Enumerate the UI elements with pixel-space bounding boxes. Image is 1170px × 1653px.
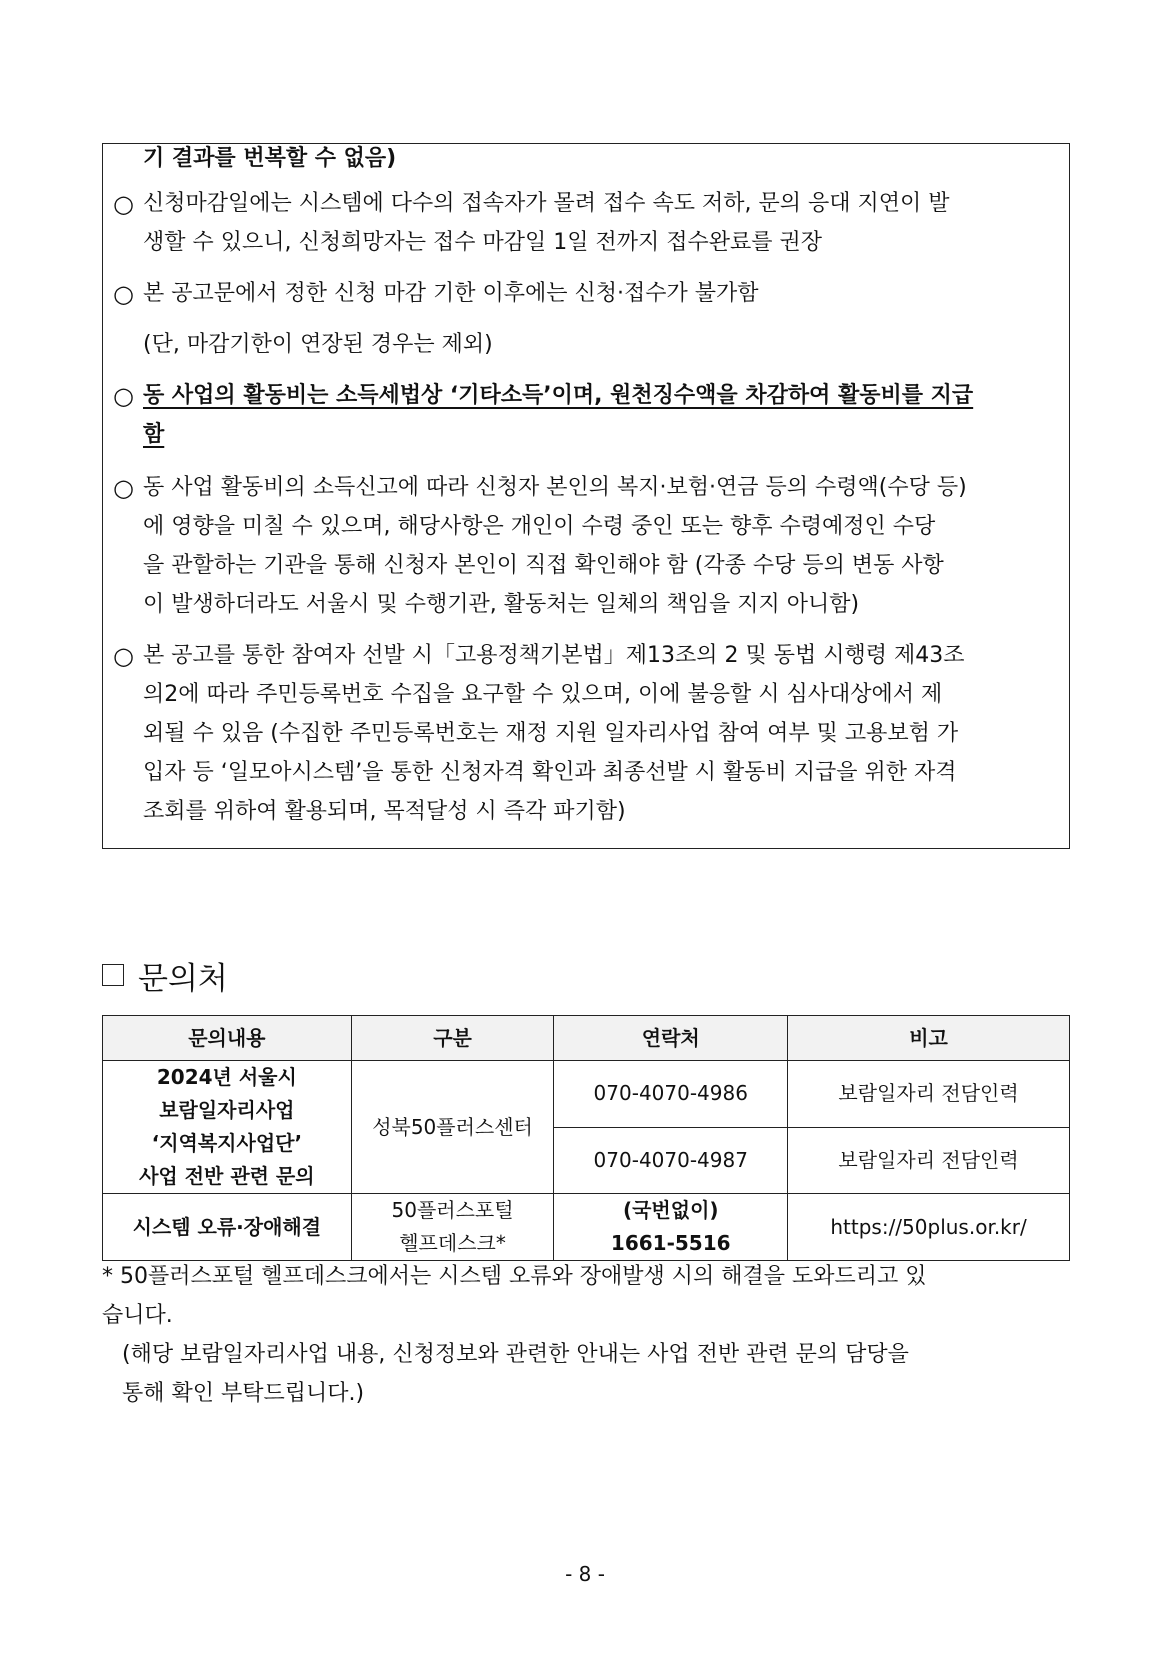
notice-line: 의2에 따라 주민등록번호 수집을 요구할 수 있으며, 이에 불응할 시 심사대상에서 제 (143, 682, 943, 707)
note-cell-url: https://50plus.or.kr/ (788, 1194, 1070, 1261)
cell-line: 2024년 서울시 (156, 1065, 297, 1089)
footnote-line: 습니다. (102, 1303, 173, 1328)
table-row (103, 1194, 1070, 1261)
header-cell: 구분 (351, 1016, 554, 1061)
contact-cell: 070-4070-4987 (554, 1127, 788, 1194)
notice-line: 외될 수 있음 (수집한 주민등록번호는 재정 지원 일자리사업 참여 여부 및 고용보험 가 (143, 721, 959, 746)
bullet-circle-icon: ○ (113, 382, 134, 410)
notice-line: 에 영향을 미칠 수 있으며, 해당사항은 개인이 수령 중인 또는 향후 수령예정인 수당 (143, 514, 936, 539)
notice-line: 입자 등 ‘일모아시스템’을 통한 신청자격 확인과 최종선발 시 활동비 지급을 위한 자격 (143, 760, 957, 785)
contact-cell (554, 1194, 788, 1261)
division-cell: 성북50플러스센터 (351, 1061, 554, 1194)
page-number: - 8 - (565, 1562, 605, 1586)
notice-line: 본 공고를 통한 참여자 선발 시「고용정책기본법」제13조의 2 및 동법 시행령 제43조 (143, 643, 965, 668)
division-cell (351, 1194, 554, 1261)
notice-line: 조회를 위하여 활용되며, 목적달성 시 즉각 파기함) (143, 799, 626, 824)
notice-line: (단, 마감기한이 연장된 경우는 제외) (143, 332, 493, 357)
table-row (103, 1061, 1070, 1128)
cell-line: 50플러스포털 (391, 1198, 514, 1222)
bullet-circle-icon: ○ (113, 190, 134, 218)
section-heading (102, 955, 228, 995)
bullet-circle-icon: ○ (113, 474, 134, 502)
notice-line: 동 사업 활동비의 소득신고에 따라 신청자 본인의 복지·보험·연금 등의 수령액(수당 등) (143, 475, 967, 500)
footnote-line: 통해 확인 부탁드립니다.) (122, 1381, 365, 1406)
notice-line: 본 공고문에서 정한 신청 마감 기한 이후에는 신청·접수가 불가함 (143, 281, 759, 306)
checkbox-square-icon (102, 964, 124, 986)
inquiry-content-cell: 시스템 오류·장애해결 (103, 1194, 352, 1261)
notice-box (102, 143, 1070, 849)
notice-line: 을 관할하는 기관을 통해 신청자 본인이 직접 확인해야 함 (각종 수당 등의 변동 사항 (143, 553, 944, 578)
cell-line: 헬프데스크* (399, 1231, 506, 1255)
note-cell: 보람일자리 전담인력 (788, 1127, 1070, 1194)
cell-line: (국번없이) (622, 1198, 719, 1222)
notice-line: 이 발생하더라도 서울시 및 수행기관, 활동처는 일체의 책임을 지지 아니함) (143, 592, 860, 617)
footnote-line: * 50플러스포털 헬프데스크에서는 시스템 오류와 장애발생 시의 해결을 도와드리고 있 (102, 1264, 927, 1289)
inquiry-content-cell (103, 1061, 352, 1194)
cell-line: 1661-5516 (610, 1231, 731, 1255)
cell-line: 사업 전반 관련 문의 (139, 1164, 315, 1188)
footnote-line: (해당 보람일자리사업 내용, 신청정보와 관련한 안내는 사업 전반 관련 문의 담당을 (122, 1342, 909, 1367)
notice-line-emphasis: 동 사업의 활동비는 소득세법상 ‘기타소득’이며, 원천징수액을 차감하여 활동비를 지급 (143, 383, 974, 408)
cell-line: 보람일자리사업 (159, 1098, 295, 1122)
section-title: 문의처 (138, 960, 228, 997)
contact-cell: 070-4070-4986 (554, 1061, 788, 1128)
inquiry-table (102, 1015, 1070, 1261)
table-header-row (103, 1016, 1070, 1061)
header-cell: 연락처 (554, 1016, 788, 1061)
notice-line: 기 결과를 번복할 수 없음) (143, 146, 397, 171)
bullet-circle-icon: ○ (113, 280, 134, 308)
header-cell: 비고 (788, 1016, 1070, 1061)
notice-line-emphasis: 함 (143, 422, 165, 447)
header-cell: 문의내용 (103, 1016, 352, 1061)
bullet-circle-icon: ○ (113, 642, 134, 670)
cell-line: ‘지역복지사업단’ (151, 1131, 303, 1155)
notice-line: 신청마감일에는 시스템에 다수의 접속자가 몰려 접수 속도 저하, 문의 응대 지연이 발 (143, 191, 950, 216)
note-cell: 보람일자리 전담인력 (788, 1061, 1070, 1128)
notice-line: 생할 수 있으니, 신청희망자는 접수 마감일 1일 전까지 접수완료를 권장 (143, 230, 822, 255)
